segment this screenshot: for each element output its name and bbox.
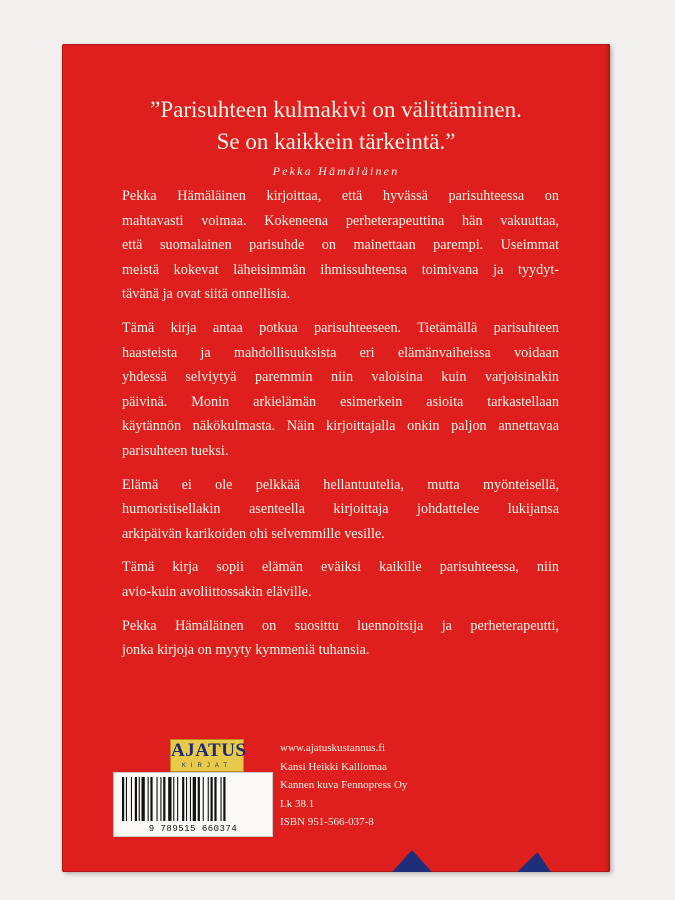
book-back-cover bbox=[62, 44, 610, 872]
blurb-paragraph bbox=[122, 555, 559, 604]
blurb-line: avio-kuin avoliittossakin eläville. bbox=[122, 583, 312, 600]
blurb-line: jonka kirjoja on myyty kymmeniä tuhansia. bbox=[122, 642, 370, 659]
publisher-logo bbox=[170, 739, 247, 772]
isbn-number: ISBN 951-566-037-8 bbox=[280, 816, 374, 828]
cover-design-credit: Kansi Heikki Kalliomaa bbox=[280, 760, 387, 773]
blurb-line: että suomalainen parisuhde on mainettaan parempi. Useimmat bbox=[122, 237, 559, 254]
publication-info bbox=[280, 739, 407, 832]
blurb-paragraph bbox=[122, 184, 559, 307]
cover-quote bbox=[62, 94, 610, 158]
blurb-line: mahtavasti voimaa. Kokeneena perheterapeuttina hän vakuuttaa, bbox=[122, 212, 559, 229]
barcode-digits: 9 789515 660374 bbox=[148, 824, 238, 834]
blurb-line: tävänä ja ovat siitä onnellisia. bbox=[122, 286, 291, 303]
blurb-line: Tämä kirja antaa potkua parisuhteeseen. Tietämällä parisuhteen bbox=[122, 319, 559, 336]
classification-code: Lk 38.1 bbox=[280, 797, 315, 810]
quote-line-2: Se on kaikkein tärkeintä.” bbox=[216, 129, 456, 154]
blurb-line: parisuhteen tueksi. bbox=[122, 442, 229, 459]
blurb-paragraph bbox=[122, 473, 559, 547]
publisher-logo-word: AJATUS bbox=[171, 740, 247, 761]
blurb-text bbox=[122, 184, 559, 672]
website-url: www.ajatuskustannus.fi bbox=[280, 742, 385, 754]
cover-wear-mark bbox=[517, 850, 551, 872]
blurb-line: Pekka Hämäläinen on suosittu luennoitsija ja perheterapeutti, bbox=[122, 617, 559, 634]
blurb-line: meistä kokevat läheisimmän ihmissuhteensa toimivana ja tyydyt- bbox=[122, 261, 559, 278]
cover-wear-mark bbox=[392, 850, 432, 872]
blurb-line: käytännön näkökulmasta. Näin kirjoittajalla onkin paljon annettavaa bbox=[122, 418, 559, 435]
quote-author: Pekka Hämäläinen bbox=[272, 164, 400, 178]
blurb-paragraph bbox=[122, 614, 559, 663]
blurb-line: Pekka Hämäläinen kirjoittaa, että hyvässä parisuhteessa on bbox=[122, 188, 559, 204]
blurb-line: humoristisellakin asenteella kirjoittaja johdattelee lukijansa bbox=[122, 501, 559, 518]
blurb-paragraph bbox=[122, 316, 559, 464]
isbn-barcode bbox=[113, 772, 273, 837]
barcode-bars bbox=[122, 777, 262, 821]
blurb-line: Elämä ei ole pelkkää hellantuutelia, mutta myönteisellä, bbox=[122, 476, 559, 493]
blurb-line: yhdessä selviytyä paremmin niin valoisina kuin varjoisinakin bbox=[122, 369, 559, 386]
blurb-line: Tämä kirja sopii elämän eväiksi kaikille parisuhteessa, niin bbox=[122, 559, 559, 576]
cover-image-credit: Kannen kuva Fennopress Oy bbox=[280, 779, 408, 791]
quote-line-1: ”Parisuhteen kulmakivi on välittäminen. bbox=[150, 97, 522, 122]
blurb-line: arkipäivän karikoiden ohi selvemmille vesille. bbox=[122, 525, 385, 542]
blurb-line: päivinä. Monin arkielämän esimerkein asioita tarkastellaan bbox=[122, 393, 559, 410]
publisher-logo-sub: KIRJAT bbox=[181, 763, 233, 769]
blurb-line: haasteista ja mahdollisuuksista eri elämänvaiheissa voidaan bbox=[122, 344, 559, 361]
